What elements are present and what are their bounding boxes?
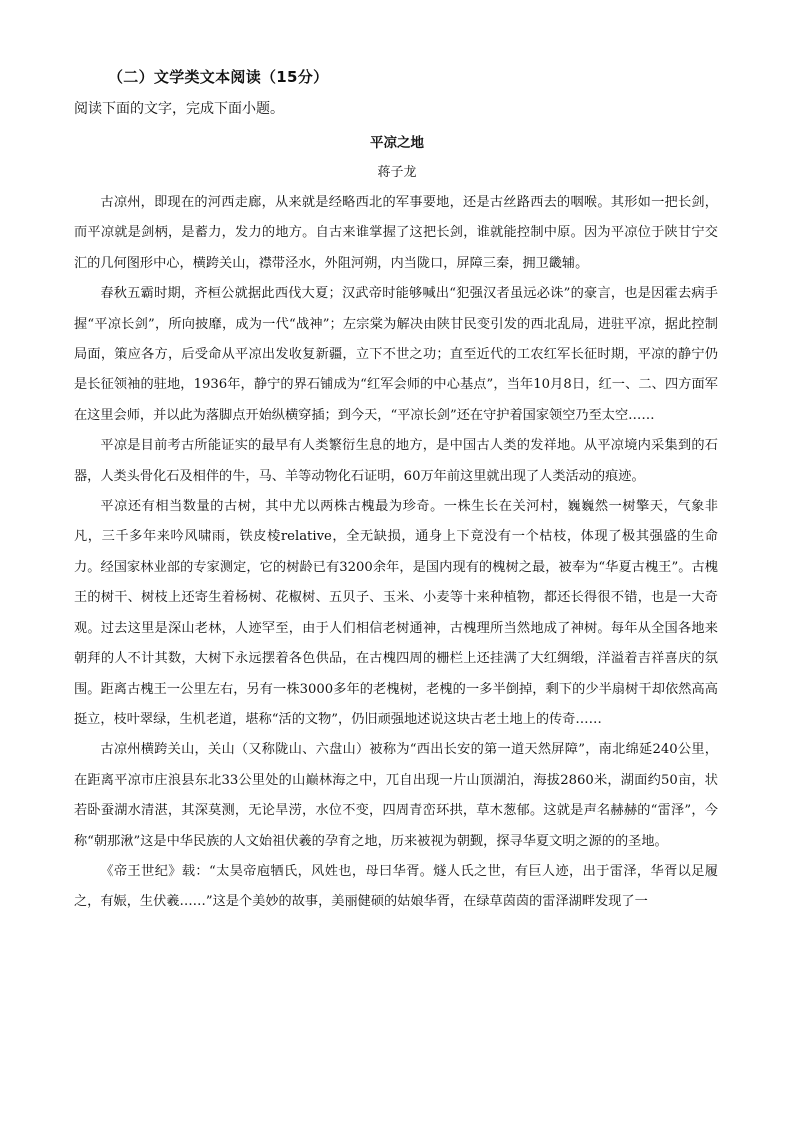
instruction-text: 阅读下面的文字，完成下面小题。 [74,101,284,117]
paragraph: 古凉州，即现在的河西走廊，从来就是经略西北的军事要地，还是古丝路西去的咽喉。其形如一把长剑，而平凉就是剑柄，是蓄力，发力的地方。自古来谁掌握了这把长剑，谁就能控制中原。因为平凉位于陕甘宁交汇的几何图形中心，横跨关山，襟带泾水，外阻河朔，内当陇口，屏障三秦，拥卫畿辅。 [74,195,718,271]
paragraph: 春秋五霸时期，齐桓公就据此西伐大夏；汉武帝时能够喊出“犯强汉者虽远必诛”的豪言，也是因霍去病手握“平凉长剑”，所向披靡，成为一代“战神”；左宗棠为解决由陕甘民变引发的西北乱局，进驻平凉，据此控制局面，策应各方，后受命从平凉出发收复新疆，立下不世之功；直至近代的工农红军长征时期，平凉的静宁仍是长征领袖的驻地，1936年，静宁的界石铺成为“红军会师的中心基点”，当年10月8日，红一、二、四方面军在这里会师，并以此为落脚点开始纵横穿插；到今天，“平凉长剑”还在守护着国家领空乃至太空…… [74,286,718,423]
paragraph: 《帝王世纪》载：“太昊帝庖牺氏，风姓也，母曰华胥。燧人氏之世，有巨人迹，出于雷泽，华胥以足履之，有娠，生伏羲……”这是个美妙的故事，美丽健硕的姑娘华胥，在绿草茵茵的雷泽湖畔发现了一 [74,863,718,910]
paragraph: 古凉州横跨关山，关山（又称陇山、六盘山）被称为“西出长安的第一道天然屏障”，南北绵延240公里，在距离平凉市庄浪县东北33公里处的山巅林海之中，兀自出现一片山顶湖泊，海拔2860米，湖面约50亩，状若卧蚕湖水清湛，其深莫测，无论旱涝，水位不变，四周青峦环拱，草木葱郁。这就是声名赫赫的“雷泽”，今称“朝那湫”这是中华民族的人文始祖伏羲的孕育之地，历来被视为朝觐，探寻华夏文明之源的的圣地。 [74,742,718,849]
article-title: 平凉之地 [370,135,424,151]
article-body [74,188,718,918]
article-author: 蒋子龙 [377,165,417,180]
paragraph: 平凉是目前考古所能证实的最早有人类繁衍生息的地方，是中国古人类的发祥地。从平凉境内采集到的石器，人类头骨化石及相伴的牛，马、羊等动物化石证明，60万年前这里就出现了人类活动的痕迹。 [74,438,718,484]
section-heading: （二）文学类文本阅读（15分） [108,68,329,86]
paragraph: 平凉还有相当数量的古树，其中尤以两株古槐最为珍奇。一株生长在关河村，巍巍然一树擎天，气象非凡，三千多年来吟风啸雨，铁皮棱relative，全无缺损，通身上下竟没有一个枯枝，体现了极其强盛的生命力。经国家林业部的专家测定，它的树龄已有3200余年，是国内现有的槐树之最，被奉为“华夏古槐王”。古槐王的树干、树枝上还寄生着杨树、花椒树、五贝子、玉米、小麦等十来种植物，都还长得很不错，也是一大奇观。过去这里是深山老林，人迹罕至，由于人们相信老树通神，古槐理所当然地成了神树。每年从全国各地来朝拜的人不计其数，大树下永远摆着各色供品，在古槐四周的栅栏上还挂满了大红绸缎，洋溢着吉祥喜庆的氛围。距离古槐王一公里左右，另有一株3000多年的老槐树，老槐的一多半倒掉，剩下的少半扇树干却依然高高挺立，枝叶翠绿，生机老道，堪称“活的文物”，仍旧顽强地述说这块古老土地上的传奇…… [74,499,718,727]
